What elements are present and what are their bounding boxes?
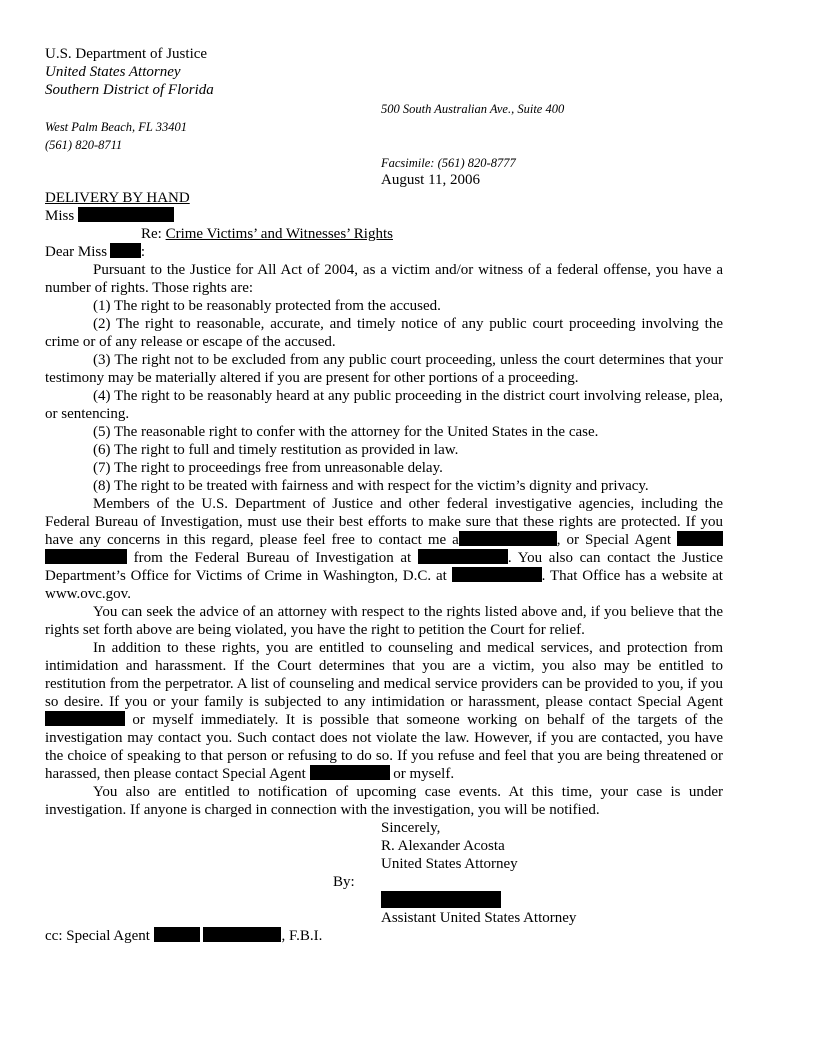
redaction-bar: [310, 765, 390, 780]
members-text: , or Special Agent: [556, 532, 671, 548]
members-text: from the Federal Bureau of Investigation at: [127, 550, 418, 566]
right-item: (1) The right to be reasonably protected from the accused.: [93, 298, 441, 314]
redaction-bar: [418, 549, 508, 564]
members-text: . That Office has a website at www.ovc.gov.: [45, 568, 723, 602]
office-phone: (561) 820-8711: [45, 138, 123, 152]
members-text: Members of the U.S. Department of Justice and other federal investigative agencies, including the Federal Bureau of Investigation, must use their best efforts to make sure that these rights are protected. If you have any concerns in this regard, please feel free to contact me a: [45, 496, 723, 548]
cc-line: [45, 927, 322, 945]
redaction-bar: [459, 531, 557, 546]
signer-title: United States Attorney: [381, 856, 518, 872]
redaction-bar: [110, 243, 141, 258]
redaction-bar: [45, 711, 125, 726]
salutation-end: :: [140, 244, 145, 260]
office-fax: Facsimile: (561) 820-8777: [381, 156, 516, 170]
right-item: (3) The right not to be excluded from any public court proceeding, unless the court determines that your testimony may be materially altered if you are present for other portions of a proceeding.: [45, 352, 723, 386]
re-subject: Crime Victims’ and Witnesses’ Rights: [165, 226, 393, 242]
right-item: (4) The right to be reasonably heard at any public proceeding in the district court involving release, plea, or sentencing.: [45, 388, 723, 422]
re-prefix: Re:: [141, 226, 166, 242]
closing: Sincerely,: [381, 820, 441, 836]
redaction-bar: [78, 207, 174, 222]
recipient-line: [45, 207, 174, 225]
cc-suffix: , F.B.I.: [281, 928, 323, 944]
delivery-method: DELIVERY BY HAND: [45, 190, 190, 206]
members-paragraph: [45, 495, 723, 603]
re-line: [141, 225, 393, 243]
right-item: (8) The right to be treated with fairness and with respect for the victim’s dignity and privacy.: [93, 478, 649, 494]
addition-text: or myself.: [389, 766, 455, 782]
redaction-bar: [452, 567, 542, 582]
dept-name: U.S. Department of Justice: [45, 46, 208, 62]
letter-body: [45, 261, 723, 819]
signer-name: R. Alexander Acosta: [381, 838, 505, 854]
signature-redaction: [381, 891, 501, 908]
redaction-bar: [677, 531, 723, 546]
right-item: (7) The right to proceedings free from unreasonable delay.: [93, 460, 443, 476]
notification-paragraph: You also are entitled to notification of upcoming case events. At this time, your case is under investigation. If anyone is charged in connection with the investigation, you will be notified.: [45, 784, 723, 818]
addition-paragraph: [45, 639, 723, 783]
right-item: (2) The right to reasonable, accurate, and timely notice of any public court proceeding involving the crime or of any release or escape of the accused.: [45, 316, 723, 350]
office-name: United States Attorney: [45, 64, 181, 80]
cc-prefix: cc: Special Agent: [45, 928, 154, 944]
office-address: 500 South Australian Ave., Suite 400: [381, 102, 565, 116]
addition-text: or myself immediately. It is possible that someone working on behalf of the targets of the investigation may contact you. Such contact does not violate the law. However, if you are contacted, you have the choice of speaking to that person or refusing to do so. If you refuse and feel that you are being threatened or harassed, then please contact Special Agent: [45, 712, 723, 782]
recipient-title: Miss: [45, 208, 75, 224]
addition-text: In addition to these rights, you are entitled to counseling and medical services, and protection from intimidation and harassment. If the Court determines that you are a victim, you also may be entitled to restitution from the perpetrator. A list of counseling and medical service providers can be provided to you, if you so desire. If you or your family is subjected to any intimidation or harassment, please contact Special Agent: [45, 640, 723, 710]
district-name: Southern District of Florida: [45, 82, 214, 98]
advice-paragraph: You can seek the advice of an attorney with respect to the rights listed above and, if you believe that the rights set forth above are being violated, you have the right to petition the Court for relief.: [45, 604, 723, 638]
right-item: (5) The reasonable right to confer with the attorney for the United States in the case.: [93, 424, 599, 440]
salutation-line: [45, 243, 145, 261]
redaction-bar: [45, 549, 127, 564]
by-label: By:: [333, 874, 355, 890]
intro-paragraph: Pursuant to the Justice for All Act of 2004, as a victim and/or witness of a federal offense, you have a number of rights. Those rights are:: [45, 262, 723, 296]
redaction-bar: [203, 927, 281, 942]
ausa-title: Assistant United States Attorney: [381, 910, 577, 926]
letter-date: August 11, 2006: [381, 172, 481, 188]
salutation: Dear Miss: [45, 244, 108, 260]
members-text: . You also can contact the Justice Department’s Office for Victims of Crime in Washington, D.C. at: [45, 550, 723, 584]
right-item: (6) The right to full and timely restitution as provided in law.: [93, 442, 459, 458]
office-city: West Palm Beach, FL 33401: [45, 120, 188, 134]
redaction-bar: [154, 927, 200, 942]
